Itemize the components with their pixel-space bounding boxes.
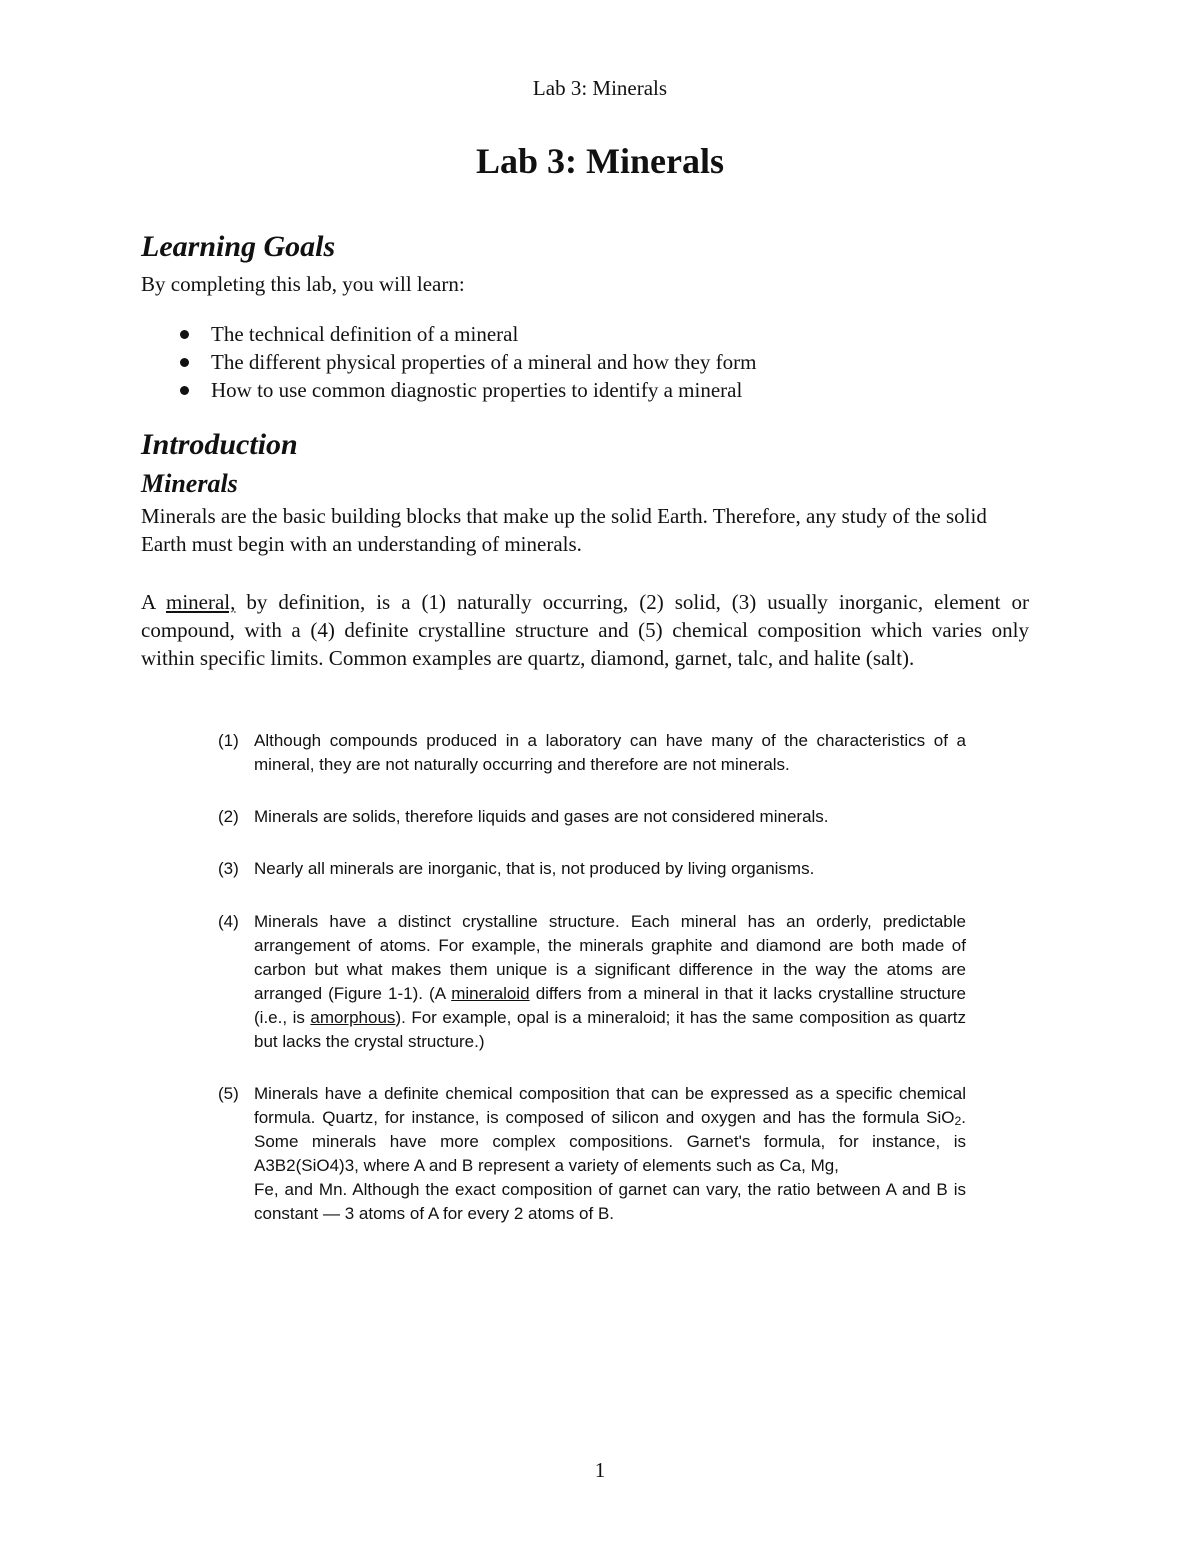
bullet-icon <box>180 330 189 339</box>
note-2 <box>218 805 966 829</box>
note-number: (1) <box>218 731 239 750</box>
term-amorphous: amorphous <box>310 1008 396 1027</box>
note-text: Minerals are solids, therefore liquids and gases are not considered minerals. <box>254 807 829 826</box>
term-mineraloid: mineraloid <box>451 984 530 1003</box>
note-number: (3) <box>218 859 239 878</box>
list-item-text: How to use common diagnostic properties to identify a mineral <box>211 378 743 402</box>
learning-goals-list <box>141 320 1041 404</box>
bullet-icon <box>180 386 189 395</box>
note-text <box>254 910 966 1054</box>
note-number: (4) <box>218 912 239 931</box>
list-item <box>141 376 1041 404</box>
subscript: 2 <box>954 1113 962 1128</box>
note-3 <box>218 857 966 881</box>
note-text-part: differs from a mineral in that it lacks crystalline structure (i.e., is <box>254 984 966 1027</box>
note-text <box>254 1082 966 1226</box>
intro-paragraph: Minerals are the basic building blocks that make up the solid Earth. Therefore, any study of the solid Earth must begin with an understanding of minerals. <box>141 504 987 556</box>
list-item <box>141 320 1041 348</box>
note-text-part: Minerals have a distinct crystalline structure. Each mineral has an orderly, predictable arrangement of atoms. For example, the minerals graphite and diamond are both made of carbon but what makes them unique is a significant difference in the way the atoms are arranged (Figure 1-1). (A <box>254 912 966 1003</box>
note-text-part: Minerals have a definite chemical composition that can be expressed as a specific chemical formula. Quartz, for instance, is composed of silicon and oxygen and has the formula SiO <box>254 1084 966 1127</box>
mineral-definition-paragraph <box>141 588 1029 672</box>
term-mineral: mineral, <box>165 590 236 614</box>
list-item-text: The different physical properties of a mineral and how they form <box>211 350 757 374</box>
definition-lead: A <box>141 590 166 614</box>
note-5 <box>218 1082 966 1226</box>
note-4 <box>218 910 966 1054</box>
learning-goals-intro: By completing this lab, you will learn: <box>141 272 465 296</box>
list-item-text: The technical definition of a mineral <box>211 322 519 346</box>
bullet-icon <box>180 358 189 367</box>
definition-text: by definition, is a (1) naturally occurring, (2) solid, (3) usually inorganic, element or compound, with a (4) definite crystalline structure and (5) chemical composition which varies only within specific limits. Common examples are quartz, diamond, garnet, talc, and halite (salt). <box>141 590 1029 670</box>
introduction-heading: Introduction <box>141 428 298 461</box>
document-title: Lab 3: Minerals <box>476 141 724 181</box>
note-text-part: . Some minerals have more complex compositions. Garnet's formula, for instance, is A3B2(SiO4)3, where A and B represent a variety of elements such as Ca, Mg, <box>254 1108 966 1175</box>
list-item <box>141 348 1041 376</box>
page-number: 1 <box>594 1458 606 1482</box>
note-text-part: Fe, and Mn. Although the exact composition of garnet can vary, the ratio between A and B is constant — 3 atoms of A for every 2 atoms of B. <box>254 1180 966 1223</box>
note-1 <box>218 729 966 777</box>
minerals-subheading: Minerals <box>141 469 238 498</box>
running-header: Lab 3: Minerals <box>532 76 668 100</box>
note-text: Although compounds produced in a laboratory can have many of the characteristics of a mineral, they are not naturally occurring and therefore are not minerals. <box>254 731 966 774</box>
note-number: (2) <box>218 807 239 826</box>
note-text-part: ). For example, opal is a mineraloid; it has the same composition as quartz but lacks the crystal structure.) <box>254 1008 966 1051</box>
note-number: (5) <box>218 1084 239 1103</box>
note-text: Nearly all minerals are inorganic, that is, not produced by living organisms. <box>254 859 815 878</box>
learning-goals-heading: Learning Goals <box>141 230 336 263</box>
